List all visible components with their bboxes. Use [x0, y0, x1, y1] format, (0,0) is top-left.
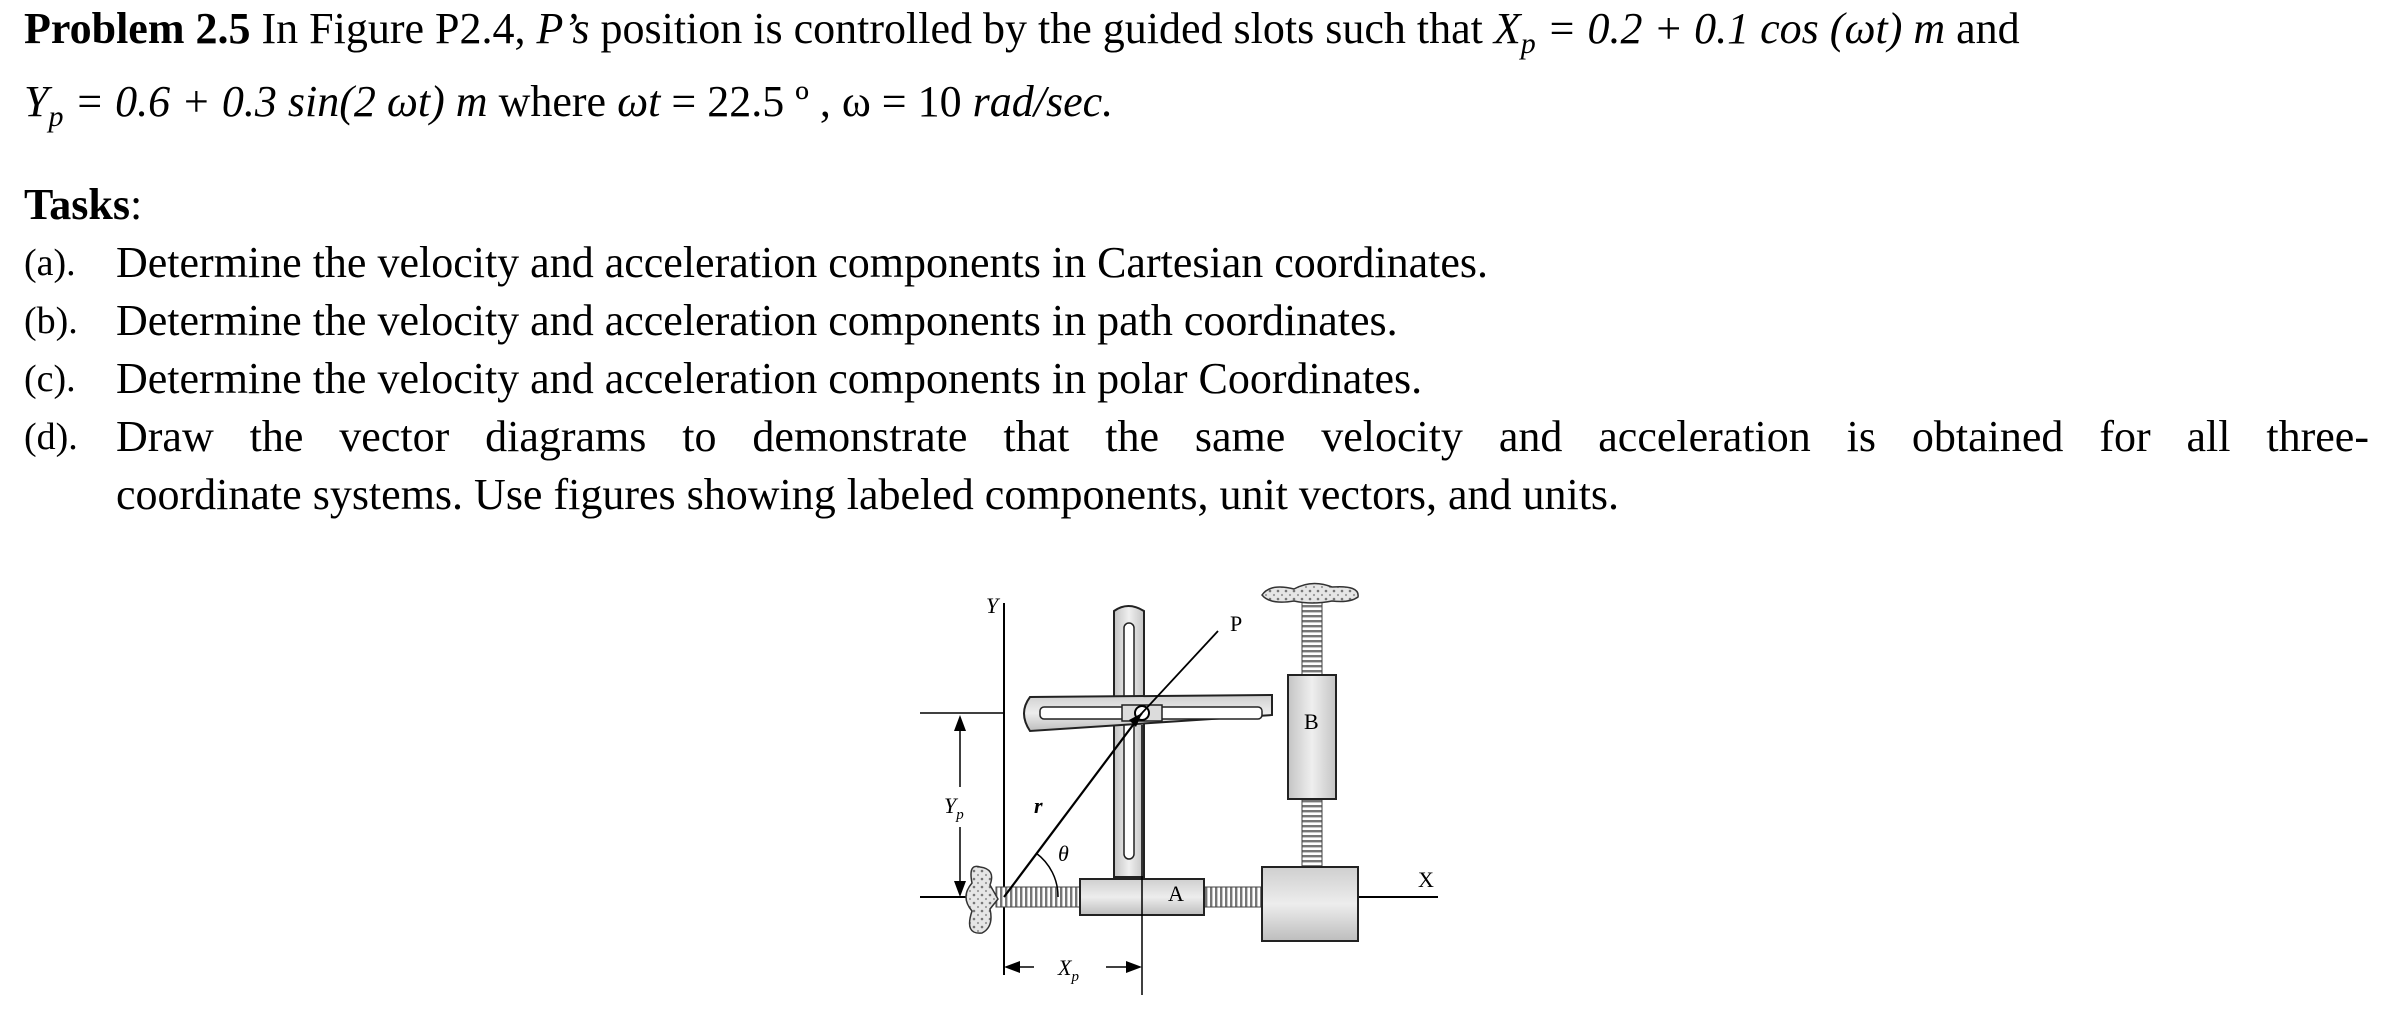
xp-arrowhead-right	[1126, 961, 1142, 973]
yp-arrowhead-down	[954, 881, 966, 897]
task-a-label: (a).	[24, 242, 76, 284]
yp-arrowhead-up	[954, 715, 966, 731]
yp-equation: $Y_p = 0.6 + 0.3$ sin(2 ωt) m	[24, 76, 488, 133]
task-d-label: (d).	[24, 416, 78, 458]
task-d	[24, 408, 2369, 528]
task-c-text: Determine the velocity and acceleration components in polar Coordinates.	[116, 354, 1423, 403]
task-c-label: (c).	[24, 358, 76, 400]
statement-where: where	[487, 76, 618, 126]
block-b	[1288, 675, 1336, 799]
yp-label: $Y_p$	[944, 793, 964, 823]
tasks-heading: Tasks:	[24, 180, 143, 229]
statement-and: and	[1945, 4, 2020, 53]
task-d-text-2: coordinate systems. Use figures showing labeled components, unit vectors, and units.	[116, 470, 1620, 519]
task-d-text-1: Draw the vector diagrams to demonstrate that the same velocity and acceleration is obtained for all three-	[116, 412, 2369, 461]
statement-wt: ωt	[617, 76, 661, 126]
statement-line-2	[24, 73, 2369, 146]
statement-text-1: In Figure P2.4,	[250, 4, 537, 53]
statement-p: P’s	[536, 4, 590, 53]
left-knob	[966, 866, 998, 933]
task-a-text: Determine the velocity and acceleration components in Cartesian coordinates.	[116, 238, 1489, 287]
y-axis-label: Y	[986, 593, 999, 618]
task-b-text: Determine the velocity and acceleration components in path coordinates.	[116, 296, 1398, 345]
problem-label: Problem 2.5	[24, 4, 251, 53]
xp-label: $X_p$	[1058, 955, 1079, 985]
mechanism-figure	[900, 565, 1460, 1009]
statement-values: = 22.5 º , ω = 10	[660, 76, 973, 126]
xp-arrowhead-left	[1004, 961, 1020, 973]
statement-units: rad/sec.	[972, 76, 1114, 126]
xp-equation: $X_p = 0.2 + 0.1$ cos (ωt) m	[1493, 4, 1946, 60]
vertical-slot	[1124, 623, 1134, 859]
top-knob	[1262, 583, 1358, 603]
task-b-label: (b).	[24, 300, 78, 342]
r-label: r	[1034, 793, 1043, 818]
x-axis-label: X	[1418, 867, 1434, 892]
point-p-label: P	[1230, 611, 1243, 636]
theta-label: θ	[1058, 841, 1069, 866]
block-b-label: B	[1304, 709, 1319, 734]
corner-housing	[1262, 867, 1358, 941]
block-a-label: A	[1168, 881, 1184, 906]
problem-statement	[24, 0, 2369, 146]
statement-text-2: position is controlled by the guided slots such that	[589, 4, 1494, 53]
